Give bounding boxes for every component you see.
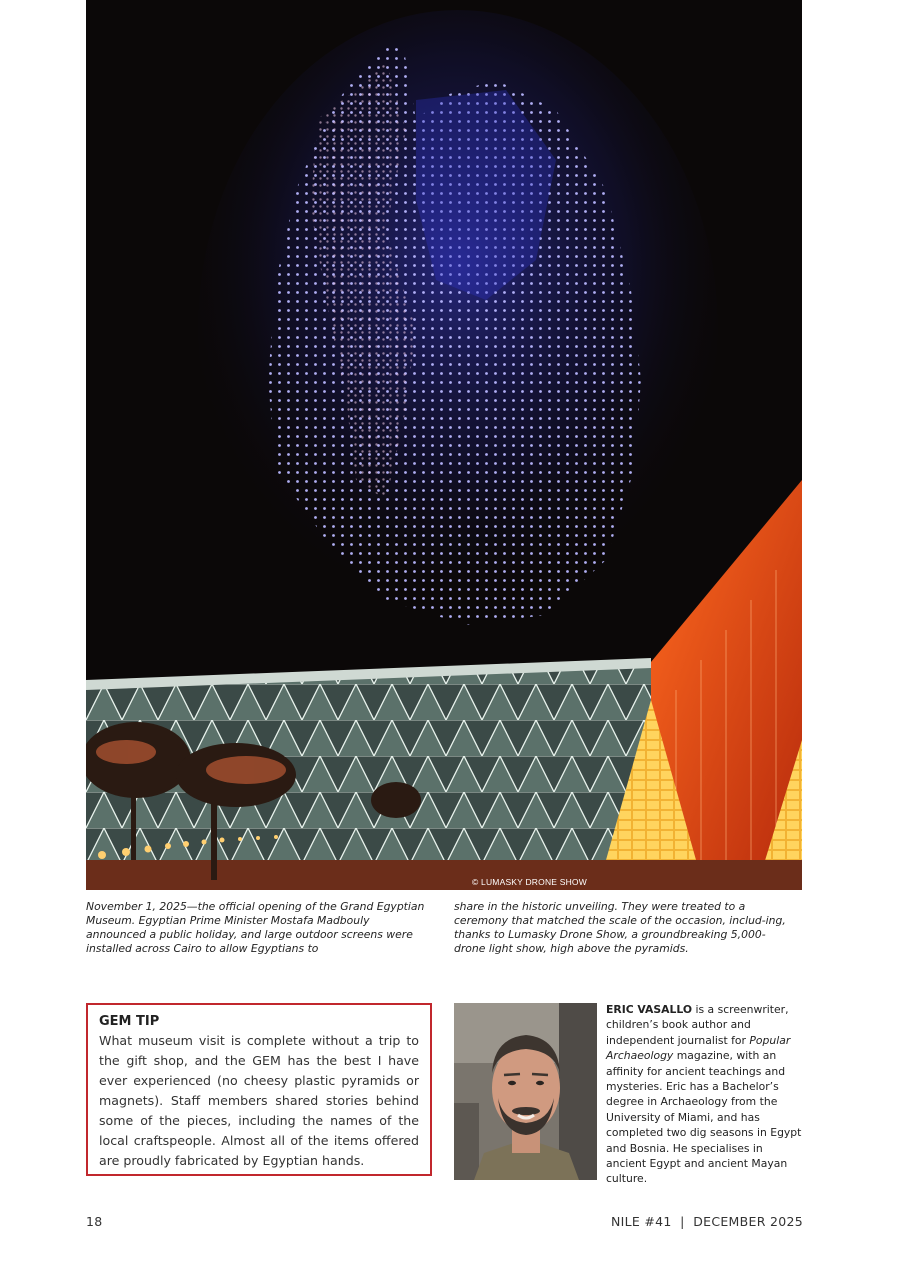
author-bio-text-a: is a screenwriter, children’s book author and independent journalist for (606, 1003, 789, 1047)
author-photo-illustration (454, 1003, 597, 1180)
gem-tip-box (86, 1003, 432, 1176)
photo-credit: © LUMASKY DRONE SHOW (472, 877, 587, 887)
author-portrait (454, 1003, 597, 1180)
author-name: ERIC VASALLO (606, 1003, 693, 1016)
photo-illustration (86, 0, 802, 890)
photo-caption-right: share in the historic unveiling. They were treated to a ceremony that matched the scale of the occasion, includ-ing, thanks to Lumasky Drone Show, a groundbreaking 5,000-drone light show, high above the pyramids. (454, 900, 786, 955)
page-number: 18 (86, 1214, 103, 1229)
author-bio-text-b: magazine, with an affinity for ancient teachings and mysteries. Eric has a Bachelor’s degree in Archaeology from the University of Miami, and has completed two dig seasons in Egypt and Bosnia. He specialises in ancient Egypt and ancient Mayan culture. (606, 1049, 802, 1186)
author-magazine: Popular Archaeology (606, 1033, 791, 1063)
gem-tip-text: What museum visit is complete without a trip to the gift shop, and the GEM has the best I have ever experienced (no cheesy plastic pyramids or magnets). Staff members shared stories behind some of the pieces, including the names of the local craftspeople. Almost all of the items offered are proudly fabricated by Egyptian hands. (99, 1033, 419, 1168)
gem-tip-title: GEM TIP (99, 1014, 160, 1029)
issue-line: NILE #41 | DECEMBER 2025 (610, 1214, 803, 1229)
photo-caption-left: November 1, 2025—the official opening of the Grand Egyptian Museum. Egyptian Prime Minister Mostafa Madbouly announced a public holiday, and large outdoor screens were installed across Cairo to allow Egyptians to (86, 900, 425, 955)
author-bio (606, 1002, 804, 1187)
drone-show-photo (86, 0, 802, 890)
